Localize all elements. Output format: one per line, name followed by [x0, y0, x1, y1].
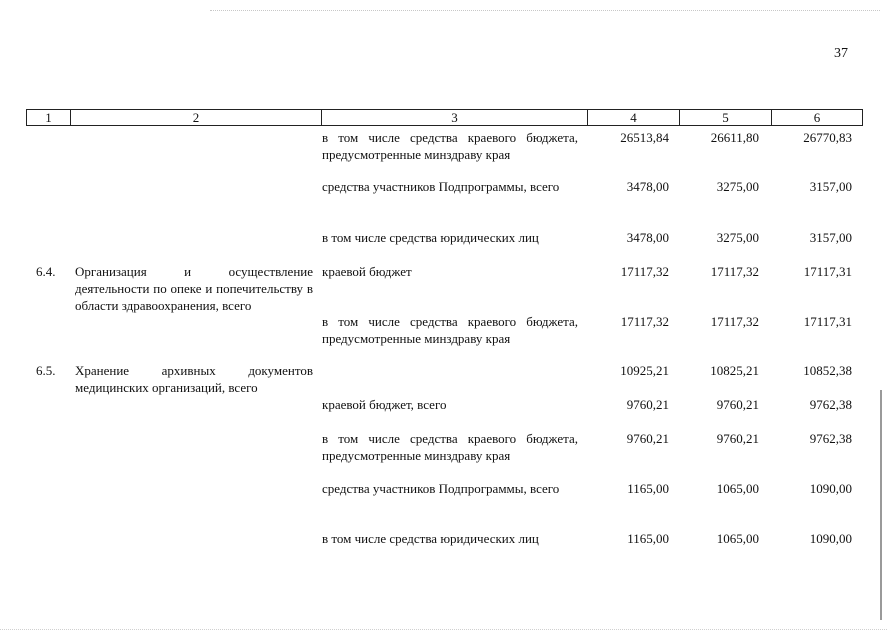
funding-source: в том числе средства краевого бюджета, предусмотренные минздраву края [322, 314, 578, 346]
funding-source: в том числе средства краевого бюджета, предусмотренные минздраву края [322, 130, 578, 162]
value-col-4: 9760,21 [626, 431, 669, 446]
scan-edge-bottom [0, 629, 887, 630]
value-col-4: 9760,21 [626, 397, 669, 412]
value-col-6: 10852,38 [803, 363, 852, 378]
value-col-6: 17117,31 [803, 314, 852, 329]
scan-edge-top [210, 10, 880, 11]
table-header [26, 109, 863, 126]
header-col-4: 4 [588, 110, 680, 125]
funding-source: краевой бюджет, всего [322, 397, 447, 412]
header-col-5: 5 [680, 110, 772, 125]
item-number: 6.4. [36, 264, 56, 279]
funding-source: в том числе средства юридических лиц [322, 230, 539, 245]
value-col-5: 17117,32 [710, 264, 759, 279]
value-col-6: 9762,38 [809, 397, 852, 412]
value-col-4: 3478,00 [626, 179, 669, 194]
value-col-6: 1090,00 [809, 531, 852, 546]
scan-edge-right [880, 390, 882, 620]
funding-source: в том числе средства краевого бюджета, предусмотренные минздраву края [322, 431, 578, 463]
value-col-4: 10925,21 [620, 363, 669, 378]
header-col-1: 1 [27, 110, 71, 125]
value-col-4: 1165,00 [627, 481, 669, 496]
value-col-5: 9760,21 [716, 431, 759, 446]
value-col-5: 1065,00 [716, 481, 759, 496]
value-col-6: 3157,00 [809, 179, 852, 194]
value-col-5: 9760,21 [716, 397, 759, 412]
value-col-6: 17117,31 [803, 264, 852, 279]
funding-source: в том числе средства юридических лиц [322, 531, 539, 546]
value-col-6: 3157,00 [809, 230, 852, 245]
item-number: 6.5. [36, 363, 56, 378]
funding-source: средства участников Подпрограммы, всего [322, 481, 560, 496]
value-col-4: 1165,00 [627, 531, 669, 546]
value-col-5: 3275,00 [716, 230, 759, 245]
value-col-6: 26770,83 [803, 130, 852, 145]
header-col-6: 6 [813, 110, 821, 125]
funding-source: краевой бюджет [322, 264, 412, 279]
value-col-5: 1065,00 [716, 531, 759, 546]
item-name: Хранение архивных документов медицинских организаций, всего [75, 363, 313, 395]
value-col-6: 1090,00 [809, 481, 852, 496]
value-col-4: 17117,32 [620, 314, 669, 329]
value-col-5: 10825,21 [710, 363, 759, 378]
funding-source: средства участников Подпрограммы, всего [322, 179, 560, 194]
page-number: 37 [834, 46, 848, 61]
value-col-4: 3478,00 [626, 230, 669, 245]
header-col-2: 2 [71, 110, 322, 125]
value-col-4: 26513,84 [620, 130, 669, 145]
header-col-3: 3 [322, 110, 588, 125]
value-col-5: 3275,00 [716, 179, 759, 194]
item-name: Организация и осуществление деятельности по опеке и попечительству в области здравоохранения, всего [75, 264, 313, 313]
value-col-6: 9762,38 [809, 431, 852, 446]
value-col-5: 26611,80 [710, 130, 759, 145]
value-col-5: 17117,32 [710, 314, 759, 329]
value-col-4: 17117,32 [620, 264, 669, 279]
